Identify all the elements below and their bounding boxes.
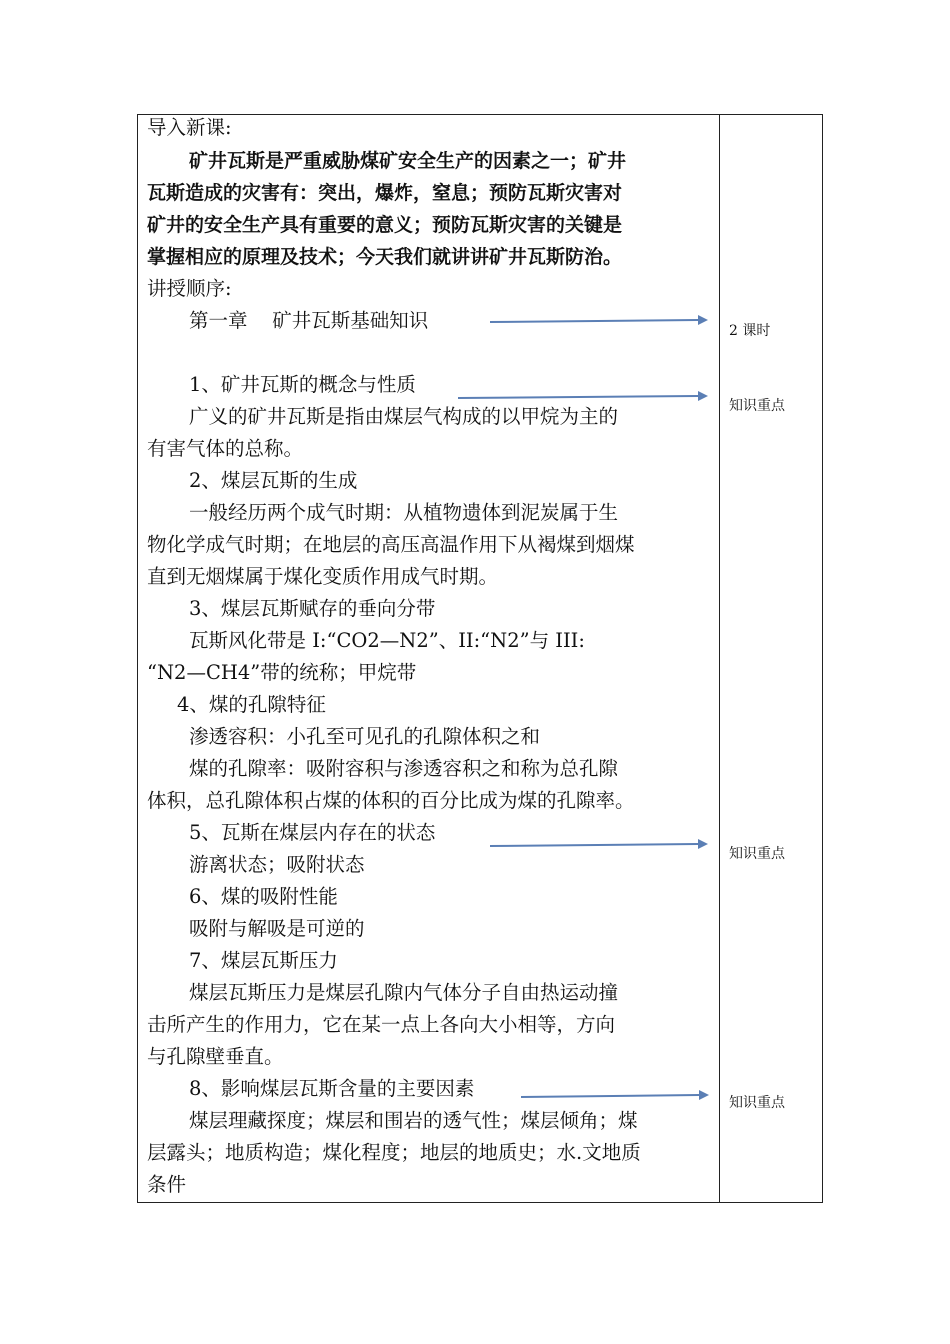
arrow-icon — [458, 390, 710, 404]
section-heading: 2、煤层瓦斯的生成 — [189, 469, 358, 492]
body-line: 煤层理藏探度；煤层和围岩的透气性；煤层倾角；煤 — [189, 1109, 638, 1132]
body-line: 直到无烟煤属于煤化变质作用成气时期。 — [147, 565, 499, 588]
body-line: 一般经历两个成气时期：从植物遗体到泥炭属于生 — [189, 501, 619, 524]
section-heading: 3、煤层瓦斯赋存的垂向分带 — [189, 597, 436, 620]
body-line: 煤层瓦斯压力是煤层孔隙内气体分子自由热运动撞 — [189, 981, 619, 1004]
body-line: 物化学成气时期；在地层的高压高温作用下从褐煤到烟煤 — [147, 533, 635, 556]
body-line: 层露头；地质构造；煤化程度；地层的地质史；水.文地质 — [147, 1141, 641, 1164]
section-heading: 6、煤的吸附性能 — [189, 885, 338, 908]
body-line: 吸附与解吸是可逆的 — [189, 917, 365, 940]
body-line: 体积，总孔隙体积占煤的体积的百分比成为煤的孔隙率。 — [147, 789, 635, 812]
section-heading: 8、影响煤层瓦斯含量的主要因素 — [189, 1077, 475, 1100]
body-line: 与孔隙壁垂直。 — [147, 1045, 284, 1068]
section-heading: 7、煤层瓦斯压力 — [189, 949, 338, 972]
section-heading: 5、瓦斯在煤层内存在的状态 — [189, 821, 436, 844]
chapter-title: 第一章 矿井瓦斯基础知识 — [189, 309, 429, 332]
body-line: 渗透容积：小孔至可见孔的孔隙体积之和 — [189, 725, 541, 748]
column-divider — [719, 114, 720, 1203]
body-line: 煤的孔隙率：吸附容积与渗透容积之和称为总孔隙 — [189, 757, 619, 780]
section-heading: 1、矿井瓦斯的概念与性质 — [189, 373, 416, 396]
lesson-table — [137, 114, 823, 1203]
arrow-icon — [490, 838, 710, 852]
body-line: 有害气体的总称。 — [147, 437, 304, 460]
body-line: 条件 — [147, 1173, 187, 1196]
intro-line: 矿井的安全生产具有重要的意义；预防瓦斯灾害的关键是 — [147, 214, 623, 236]
body-line: 广义的矿井瓦斯是指由煤层气构成的以甲烷为主的 — [189, 405, 619, 428]
body-line: 击所产生的作用力，它在某一点上各向大小相等，方向 — [147, 1013, 616, 1036]
arrow-icon — [521, 1089, 711, 1103]
section-heading: 4、煤的孔隙特征 — [177, 693, 326, 716]
body-line: 游离状态；吸附状态 — [189, 853, 365, 876]
intro-line: 瓦斯造成的灾害有：突出，爆炸，窒息；预防瓦斯灾害对 — [147, 182, 623, 204]
body-line: 瓦斯风化带是 I:“CO2—N2”、II:“N2”与 III: — [189, 629, 585, 652]
key-point-note: 知识重点 — [729, 398, 785, 414]
order-heading: 讲授顺序: — [147, 277, 232, 300]
key-point-note: 知识重点 — [729, 1095, 785, 1111]
hours-note: 2 课时 — [729, 323, 771, 339]
arrow-icon — [490, 314, 710, 328]
intro-heading: 导入新课: — [147, 116, 232, 139]
key-point-note: 知识重点 — [729, 846, 785, 862]
body-line: “N2—CH4”带的统称；甲烷带 — [147, 661, 417, 684]
intro-line: 掌握相应的原理及技术；今天我们就讲讲矿井瓦斯防治。 — [147, 246, 623, 268]
intro-line: 矿井瓦斯是严重威胁煤矿安全生产的因素之一；矿井 — [189, 150, 627, 172]
